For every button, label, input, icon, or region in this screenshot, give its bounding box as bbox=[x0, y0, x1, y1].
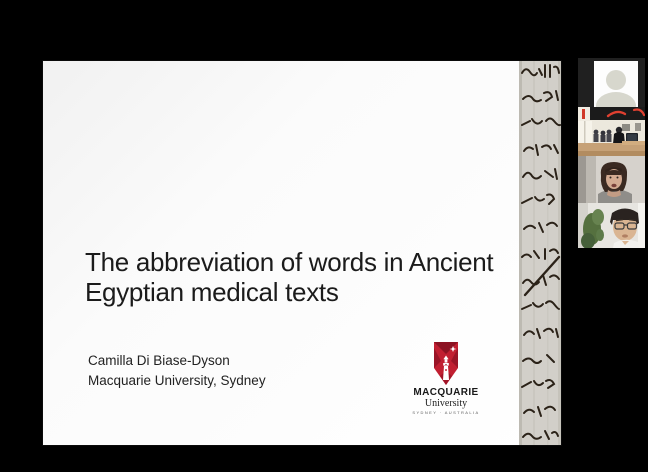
participant-tile-4[interactable] bbox=[578, 203, 645, 248]
participant-video-frame bbox=[578, 203, 645, 248]
author-affiliation: Macquarie University, Sydney bbox=[88, 373, 266, 388]
slide-title bbox=[85, 247, 493, 307]
participant-tile-1[interactable] bbox=[578, 58, 645, 107]
logo-tagline: SYDNEY · AUSTRALIA bbox=[412, 410, 480, 415]
slide-title-line1: The abbreviation of words in Ancient bbox=[85, 247, 494, 277]
participant-video-frame bbox=[578, 156, 645, 203]
participant-tile-2[interactable] bbox=[578, 107, 645, 156]
shared-slide bbox=[43, 61, 561, 445]
logo-university: University bbox=[424, 398, 468, 409]
macquarie-shield-icon bbox=[434, 342, 458, 385]
slide-authors bbox=[88, 351, 266, 391]
avatar-placeholder-icon bbox=[594, 61, 638, 107]
macquarie-logo bbox=[391, 342, 501, 416]
logo-wordmark: MACQUARIE bbox=[413, 387, 479, 398]
slide-title-line2: Egyptian medical texts bbox=[85, 277, 339, 307]
participant-tile-3[interactable] bbox=[578, 156, 645, 203]
hieratic-papyrus-image bbox=[519, 61, 561, 445]
author-name: Camilla Di Biase-Dyson bbox=[88, 353, 230, 368]
room-video-frame bbox=[578, 107, 645, 156]
